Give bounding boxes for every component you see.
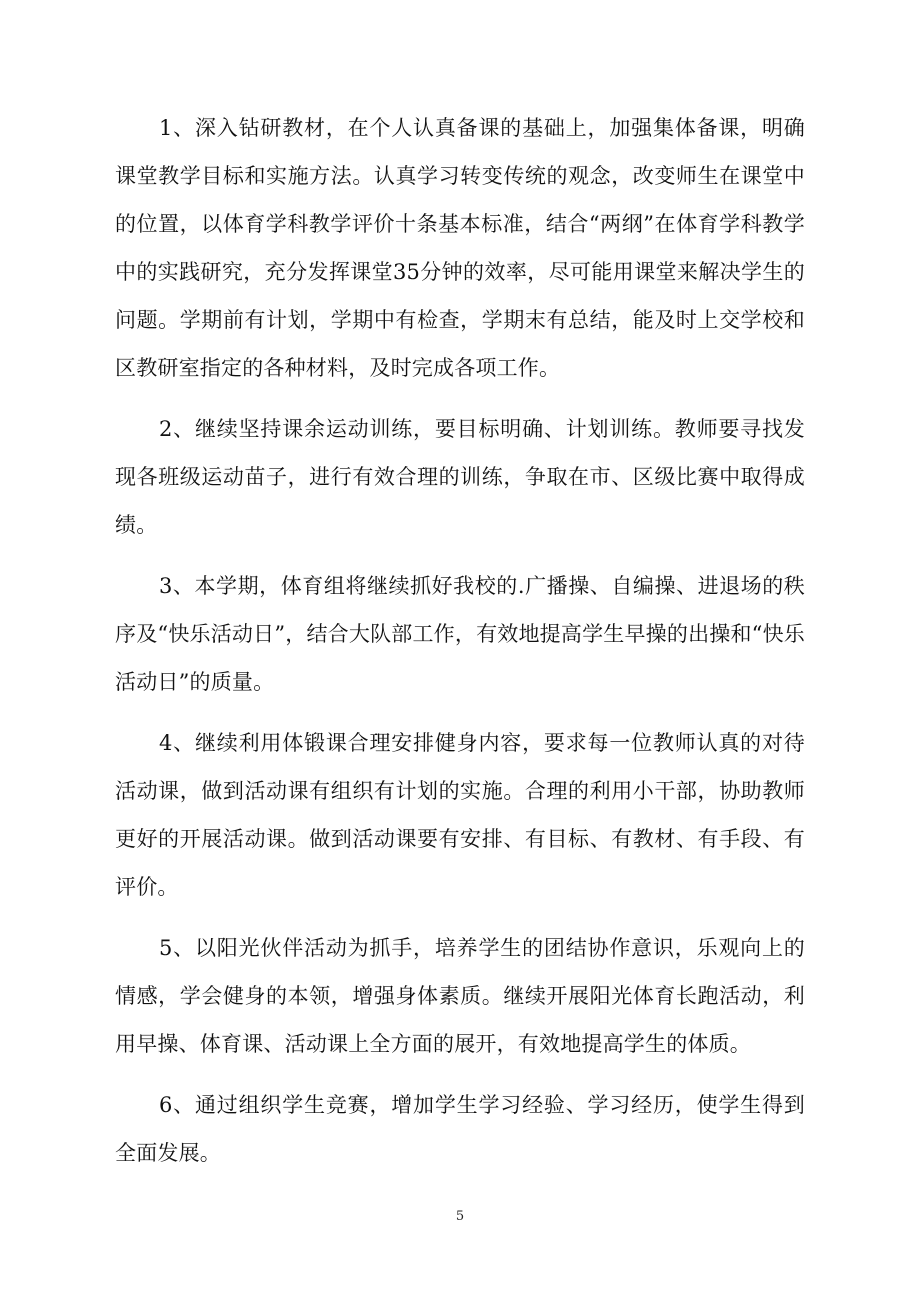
paragraph-1: 1、深入钻研教材，在个人认真备课的基础上，加强集体备课，明确课堂教学目标和实施方法。认真学习转变传统的观念，改变师生在课堂中的位置，以体育学科教学评价十条基本标准，结合“两纲”在体育学科教学中的实践研究，充分发挥课堂35分钟的效率，尽可能用课堂来解决学生的问题。学期前有计划，学期中有检查，学期末有总结，能及时上交学校和区教研室指定的各种材料，及时完成各项工作。 [115, 116, 805, 380]
paragraph-5: 5、以阳光伙伴活动为抓手，培养学生的团结协作意识，乐观向上的情感，学会健身的本领，增强身体素质。继续开展阳光体育长跑活动，利用早操、体育课、活动课上全方面的展开，有效地提高学生的体质。 [115, 936, 805, 1056]
document-body [115, 104, 805, 1190]
paragraph-4: 4、继续利用体锻课合理安排健身内容，要求每一位教师认真的对待活动课，做到活动课有组织有计划的实施。合理的利用小干部，协助教师更好的开展活动课。做到活动课要有安排、有目标、有教材、有手段、有评价。 [115, 731, 805, 899]
paragraph-2: 2、继续坚持课余运动训练，要目标明确、计划训练。教师要寻找发现各班级运动苗子，进行有效合理的训练，争取在市、区级比赛中取得成绩。 [115, 417, 805, 537]
paragraph-6: 6、通过组织学生竞赛，增加学生学习经验、学习经历，使学生得到全面发展。 [115, 1093, 805, 1165]
paragraph-3: 3、本学期，体育组将继续抓好我校的.广播操、自编操、进退场的秩序及“快乐活动日”，结合大队部工作，有效地提高学生早操的出操和“快乐活动日”的质量。 [115, 574, 806, 694]
page-number: 5 [455, 1209, 465, 1224]
